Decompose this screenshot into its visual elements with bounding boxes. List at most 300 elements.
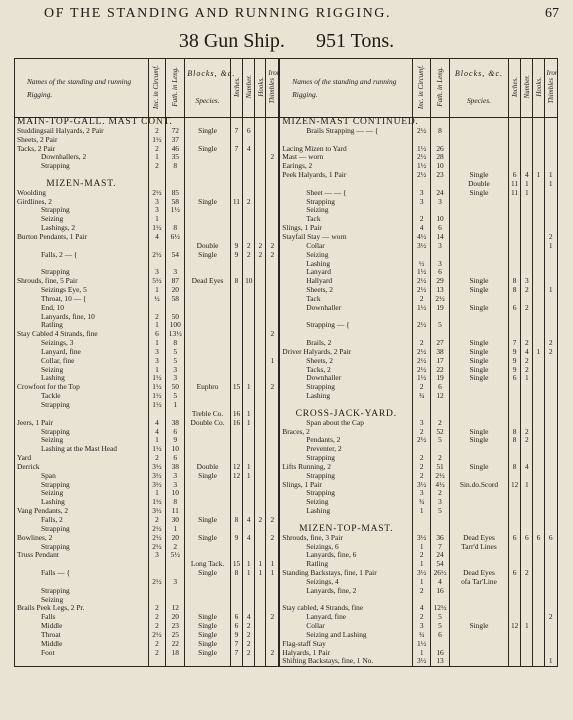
right-circ-cell: ¾ <box>413 392 431 401</box>
right-hooks-cell <box>533 392 544 401</box>
left-circ-cell: 3 <box>148 268 166 277</box>
left-thimbles-cell <box>266 454 279 463</box>
right-name-cell: Slings, 1 Pair <box>279 224 413 233</box>
right-number-cell <box>521 410 533 419</box>
right-fath-cell: 24 <box>431 189 450 198</box>
right-number-cell: 1 <box>521 374 533 383</box>
right-number-cell <box>521 153 533 162</box>
right-fath-cell: 26 <box>431 145 450 154</box>
right-name-cell: Braces, 2 <box>279 428 413 437</box>
left-thimbles-cell <box>266 489 279 498</box>
right-number-cell: 2 <box>521 428 533 437</box>
left-number-cell <box>243 260 255 269</box>
right-circ-cell: 1½ <box>413 374 431 383</box>
right-species-cell <box>449 516 508 525</box>
left-name-cell: MAIN-TOP-GALL. MAST CONT. <box>17 117 173 127</box>
left-hooks-cell <box>255 649 266 658</box>
right-species-cell <box>449 153 508 162</box>
right-hooks-cell <box>533 454 544 463</box>
right-circ-cell: 2 <box>413 454 431 463</box>
right-number-cell: 2 <box>521 436 533 445</box>
right-inches-cell <box>508 383 520 392</box>
right-fath-cell: 27 <box>431 339 450 348</box>
left-inches-cell <box>230 357 242 366</box>
left-circ-cell: 1½ <box>148 383 166 392</box>
left-name-cell: Derrick <box>17 461 40 471</box>
left-name-cell: Falls <box>41 612 56 622</box>
left-name-cell: Strapping <box>41 585 70 595</box>
left-hooks-cell <box>255 604 266 613</box>
left-hooks-cell <box>255 136 266 145</box>
left-number-cell <box>243 543 255 552</box>
right-name-cell: Seizing <box>279 206 413 215</box>
left-fath-cell: 18 <box>166 649 185 658</box>
left-hooks-cell <box>255 596 266 605</box>
left-circ-cell <box>148 560 166 569</box>
right-number-cell <box>521 445 533 454</box>
left-species-cell: Single <box>185 472 231 481</box>
right-circ-cell: 1 <box>413 578 431 587</box>
right-circ-cell: 3 <box>413 198 431 207</box>
left-species-cell <box>185 321 231 330</box>
right-circ-cell: 2½ <box>413 277 431 286</box>
right-species-cell <box>449 410 508 419</box>
right-circ-cell: 2½ <box>413 348 431 357</box>
right-name-cell <box>279 330 413 339</box>
right-hooks-cell: 1 <box>533 171 544 180</box>
left-inches-cell <box>230 304 242 313</box>
left-hooks-cell <box>255 286 266 295</box>
right-thimbles-cell <box>544 145 557 154</box>
left-circ-cell: 1 <box>148 489 166 498</box>
left-circ-cell: 3½ <box>148 507 166 516</box>
left-species-cell: Single <box>185 198 231 207</box>
right-thimbles-cell <box>544 560 557 569</box>
left-thimbles-cell: 2 <box>266 534 279 543</box>
left-species-cell <box>185 366 231 375</box>
left-species-cell <box>185 587 231 596</box>
right-name-cell: Shrouds, fine, 3 Pair <box>279 534 413 543</box>
left-inches-cell: 15 <box>230 383 242 392</box>
right-fath-cell: 24 <box>431 551 450 560</box>
left-species-cell <box>185 657 231 666</box>
table-row <box>15 383 558 392</box>
left-species-cell <box>185 286 231 295</box>
right-thimbles-cell <box>544 587 557 596</box>
right-number-cell: 4 <box>521 463 533 472</box>
right-species-cell: Single <box>449 339 508 348</box>
left-inches-cell <box>230 153 242 162</box>
left-fath-cell: 38 <box>166 419 185 428</box>
right-species-cell: Single <box>449 189 508 198</box>
right-thimbles-cell: 2 <box>544 348 557 357</box>
table-row <box>15 260 558 269</box>
right-fath-cell: 12½ <box>431 604 450 613</box>
left-number-cell <box>243 153 255 162</box>
left-fath-cell: 6½ <box>166 233 185 242</box>
left-hooks-cell <box>255 489 266 498</box>
right-circ-cell: 1½ <box>413 640 431 649</box>
right-fath-cell: 4½ <box>431 481 450 490</box>
right-hooks-cell <box>533 401 544 410</box>
right-inches-cell <box>508 401 520 410</box>
left-circ-cell: 2 <box>148 127 166 136</box>
left-number-cell <box>243 657 255 666</box>
right-name-cell: Strapping <box>279 489 413 498</box>
right-number-cell: 2 <box>521 286 533 295</box>
right-fath-cell: 3 <box>431 498 450 507</box>
left-hooks-cell <box>255 118 266 127</box>
left-species-cell: Double <box>185 242 231 251</box>
left-thimbles-cell <box>266 463 279 472</box>
right-species-cell <box>449 631 508 640</box>
left-name-cell: Middle <box>41 638 63 648</box>
right-fath-cell: 13 <box>431 657 450 666</box>
right-number-cell: 1 <box>521 622 533 631</box>
left-name-cell: Truss Pendant <box>17 550 59 560</box>
col-number-left: Number. <box>243 59 255 118</box>
right-hooks-cell <box>533 516 544 525</box>
right-inches-cell <box>508 516 520 525</box>
left-circ-cell: 3½ <box>148 481 166 490</box>
right-hooks-cell: 6 <box>533 534 544 543</box>
left-inches-cell <box>230 578 242 587</box>
left-number-cell: 6 <box>243 127 255 136</box>
right-species-cell: Dead Eyes <box>449 569 508 578</box>
left-number-cell <box>243 481 255 490</box>
left-hooks-cell <box>255 622 266 631</box>
left-number-cell <box>243 339 255 348</box>
right-hooks-cell <box>533 463 544 472</box>
left-inches-cell <box>230 313 242 322</box>
right-thimbles-cell: 2 <box>544 339 557 348</box>
left-fath-cell: 100 <box>166 321 185 330</box>
left-circ-cell: 3 <box>148 357 166 366</box>
right-species-cell <box>449 260 508 269</box>
left-thimbles-cell: 2 <box>266 613 279 622</box>
right-hooks-cell <box>533 507 544 516</box>
left-hooks-cell <box>255 260 266 269</box>
right-species-cell <box>449 507 508 516</box>
right-number-cell <box>521 242 533 251</box>
right-circ-cell: 2½ <box>413 153 431 162</box>
left-fath-cell <box>166 657 185 666</box>
left-name-cell: Lashing <box>41 497 65 507</box>
left-circ-cell: 1 <box>148 339 166 348</box>
left-hooks-cell <box>255 348 266 357</box>
left-fath-cell: 13½ <box>166 330 185 339</box>
right-fath-cell: 29 <box>431 277 450 286</box>
right-thimbles-cell <box>544 419 557 428</box>
right-circ-cell: 1½ <box>413 162 431 171</box>
left-hooks-cell <box>255 657 266 666</box>
right-hooks-cell <box>533 374 544 383</box>
right-number-cell <box>521 127 533 136</box>
right-species-cell: Single <box>449 171 508 180</box>
left-fath-cell: 1 <box>166 401 185 410</box>
right-number-cell <box>521 649 533 658</box>
left-species-cell: Single <box>185 613 231 622</box>
left-thimbles-cell <box>266 339 279 348</box>
left-number-cell: 1 <box>243 383 255 392</box>
left-name-cell: Woolding <box>17 187 46 197</box>
right-number-cell <box>521 507 533 516</box>
left-name-cell <box>15 578 149 587</box>
right-thimbles-cell <box>544 631 557 640</box>
left-number-cell <box>243 206 255 215</box>
left-species-cell <box>185 348 231 357</box>
right-name-cell: Pendants, 2 <box>279 436 413 445</box>
right-hooks-cell <box>533 233 544 242</box>
left-circ-cell: 2 <box>148 162 166 171</box>
left-number-cell <box>243 304 255 313</box>
right-inches-cell: 8 <box>508 277 520 286</box>
right-inches-cell <box>508 498 520 507</box>
left-hooks-cell <box>255 366 266 375</box>
left-circ-cell: 3 <box>148 198 166 207</box>
left-circ-cell: 1½ <box>148 498 166 507</box>
right-fath-cell: 36 <box>431 534 450 543</box>
right-number-cell: 2 <box>521 569 533 578</box>
right-hooks-cell <box>533 657 544 666</box>
left-circ-cell: 2½ <box>148 543 166 552</box>
left-thimbles-cell <box>266 657 279 666</box>
right-inches-cell: 6 <box>508 534 520 543</box>
right-fath-cell: 8 <box>431 127 450 136</box>
right-circ-cell: 4 <box>413 604 431 613</box>
left-thimbles-cell <box>266 410 279 419</box>
right-inches-cell <box>508 145 520 154</box>
right-hooks-cell <box>533 631 544 640</box>
left-species-cell: Single <box>185 251 231 260</box>
right-thimbles-cell <box>544 640 557 649</box>
right-number-cell: 3 <box>521 277 533 286</box>
left-fath-cell: 30 <box>166 516 185 525</box>
left-inches-cell: 11 <box>230 198 242 207</box>
left-thimbles-cell <box>266 260 279 269</box>
left-thimbles-cell <box>266 127 279 136</box>
left-thimbles-cell <box>266 401 279 410</box>
left-circ-cell: 6 <box>148 330 166 339</box>
left-thimbles-cell: 2 <box>266 516 279 525</box>
left-name-cell: Burton Pendants, 1 Pair <box>17 231 88 241</box>
left-hooks-cell: 1 <box>255 569 266 578</box>
right-thimbles-cell <box>544 321 557 330</box>
right-species-cell <box>449 383 508 392</box>
left-number-cell: 1 <box>243 410 255 419</box>
right-number-cell <box>521 596 533 605</box>
right-fath-cell: 5 <box>431 436 450 445</box>
table-row <box>15 498 558 507</box>
right-inches-cell <box>508 507 520 516</box>
right-hooks-cell <box>533 569 544 578</box>
right-fath-cell: 10 <box>431 215 450 224</box>
right-circ-cell <box>413 516 431 525</box>
right-name-cell: Driver Halyards, 2 Pair <box>279 348 413 357</box>
right-circ-cell: 2 <box>413 463 431 472</box>
left-inches-cell: 9 <box>230 534 242 543</box>
left-hooks-cell: 2 <box>255 242 266 251</box>
left-species-cell <box>185 295 231 304</box>
table-row <box>15 507 558 516</box>
left-circ-cell: 3 <box>148 551 166 560</box>
left-fath-cell: 46 <box>166 145 185 154</box>
right-name-cell: Preventer, 2 <box>279 445 413 454</box>
right-circ-cell: 3½ <box>413 534 431 543</box>
left-number-cell <box>243 330 255 339</box>
right-fath-cell: 14 <box>431 233 450 242</box>
left-inches-cell <box>230 366 242 375</box>
left-species-cell: Treble Co. <box>185 410 231 419</box>
left-name-cell: Seizing <box>41 435 64 445</box>
right-species-cell: Single <box>449 428 508 437</box>
right-fath-cell: 26½ <box>431 569 450 578</box>
right-inches-cell <box>508 215 520 224</box>
left-name-cell: Lanyards, fine, 10 <box>41 311 95 321</box>
right-species-cell: Double <box>449 180 508 189</box>
right-species-cell <box>449 145 508 154</box>
right-inches-cell <box>508 251 520 260</box>
right-inches-cell <box>508 489 520 498</box>
left-species-cell: Euphro <box>185 383 231 392</box>
right-hooks-cell <box>533 198 544 207</box>
left-fath-cell: 1 <box>166 525 185 534</box>
left-hooks-cell <box>255 578 266 587</box>
right-number-cell <box>521 313 533 322</box>
right-number-cell: 4 <box>521 348 533 357</box>
right-inches-cell <box>508 631 520 640</box>
right-inches-cell <box>508 233 520 242</box>
right-species-cell <box>449 136 508 145</box>
right-hooks-cell <box>533 260 544 269</box>
left-fath-cell: 72 <box>166 127 185 136</box>
right-number-cell <box>521 215 533 224</box>
right-name-cell: MIZEN-MAST CONTINUED. <box>279 118 413 127</box>
left-inches-cell: 7 <box>230 649 242 658</box>
right-inches-cell <box>508 392 520 401</box>
left-inches-cell: 7 <box>230 145 242 154</box>
left-species-cell: Single <box>185 631 231 640</box>
left-circ-cell: 2 <box>148 640 166 649</box>
left-name-cell: Strapping <box>41 523 70 533</box>
ship-tonnage: 951 Tons. <box>315 30 395 52</box>
left-name-cell: Seizings, 3 <box>41 338 74 348</box>
right-fath-cell: 6 <box>431 383 450 392</box>
right-species-cell <box>449 604 508 613</box>
right-hooks-cell <box>533 622 544 631</box>
left-circ-cell: 4 <box>148 233 166 242</box>
left-circ-cell <box>148 171 166 180</box>
left-hooks-cell <box>255 224 266 233</box>
left-circ-cell: 2 <box>148 613 166 622</box>
right-number-cell: 4 <box>521 171 533 180</box>
left-fath-cell: 3 <box>166 366 185 375</box>
left-thimbles-cell: 1 <box>266 569 279 578</box>
left-circ-cell: 2 <box>148 622 166 631</box>
right-inches-cell <box>508 640 520 649</box>
left-hooks-cell <box>255 383 266 392</box>
right-hooks-cell <box>533 357 544 366</box>
left-number-cell: 2 <box>243 640 255 649</box>
right-name-cell: Slings, 1 Pair <box>279 481 413 490</box>
table-row <box>15 374 558 383</box>
right-number-cell <box>521 321 533 330</box>
left-fath-cell: 10 <box>166 489 185 498</box>
left-name-cell <box>15 560 149 569</box>
right-fath-cell: 5 <box>431 613 450 622</box>
right-circ-cell: 2 <box>413 613 431 622</box>
left-name-cell: Sheets, 2 Pair <box>17 134 58 144</box>
left-thimbles-cell <box>266 268 279 277</box>
left-number-cell <box>243 295 255 304</box>
right-fath-cell: 4 <box>431 578 450 587</box>
left-fath-cell: 8 <box>166 224 185 233</box>
left-fath-cell: 3 <box>166 472 185 481</box>
right-fath-cell: 2 <box>431 454 450 463</box>
right-circ-cell: 2 <box>413 472 431 481</box>
right-name-cell: Seizings, 6 <box>279 543 413 552</box>
right-fath-cell: 5 <box>431 507 450 516</box>
left-number-cell <box>243 357 255 366</box>
right-circ-cell: 2½ <box>413 366 431 375</box>
left-fath-cell: 50 <box>166 313 185 322</box>
right-thimbles-cell <box>544 189 557 198</box>
left-thimbles-cell <box>266 578 279 587</box>
right-number-cell <box>521 516 533 525</box>
left-thimbles-cell <box>266 189 279 198</box>
right-fath-cell: 38 <box>431 348 450 357</box>
right-name-cell: Strapping <box>279 472 413 481</box>
col-thimbles-right: Iron Thimbles <box>544 59 557 118</box>
right-number-cell: 2 <box>521 339 533 348</box>
left-inches-cell: 8 <box>230 569 242 578</box>
left-thimbles-cell: 2 <box>266 153 279 162</box>
table-row <box>15 516 558 525</box>
left-circ-cell: 2½ <box>148 251 166 260</box>
right-species-cell <box>449 392 508 401</box>
right-number-cell <box>521 543 533 552</box>
right-thimbles-cell <box>544 251 557 260</box>
left-species-cell <box>185 215 231 224</box>
left-inches-cell <box>230 162 242 171</box>
left-species-cell <box>185 260 231 269</box>
left-thimbles-cell: 2 <box>266 251 279 260</box>
right-number-cell <box>521 551 533 560</box>
right-name-cell: Lashing <box>279 507 413 516</box>
right-hooks-cell <box>533 215 544 224</box>
right-species-cell <box>449 206 508 215</box>
right-species-cell <box>449 401 508 410</box>
left-number-cell: 2 <box>243 622 255 631</box>
table-row <box>15 206 558 215</box>
left-hooks-cell <box>255 401 266 410</box>
left-name-cell <box>15 242 149 251</box>
table-row <box>15 445 558 454</box>
right-thimbles-cell <box>544 383 557 392</box>
left-hooks-cell <box>255 631 266 640</box>
left-inches-cell <box>230 171 242 180</box>
left-number-cell <box>243 436 255 445</box>
right-number-cell <box>521 145 533 154</box>
right-hooks-cell <box>533 613 544 622</box>
right-inches-cell <box>508 118 520 127</box>
right-number-cell <box>521 118 533 127</box>
left-number-cell <box>243 180 255 189</box>
left-fath-cell: 20 <box>166 286 185 295</box>
right-hooks-cell <box>533 153 544 162</box>
right-circ-cell: 3½ <box>413 569 431 578</box>
right-hooks-cell <box>533 481 544 490</box>
